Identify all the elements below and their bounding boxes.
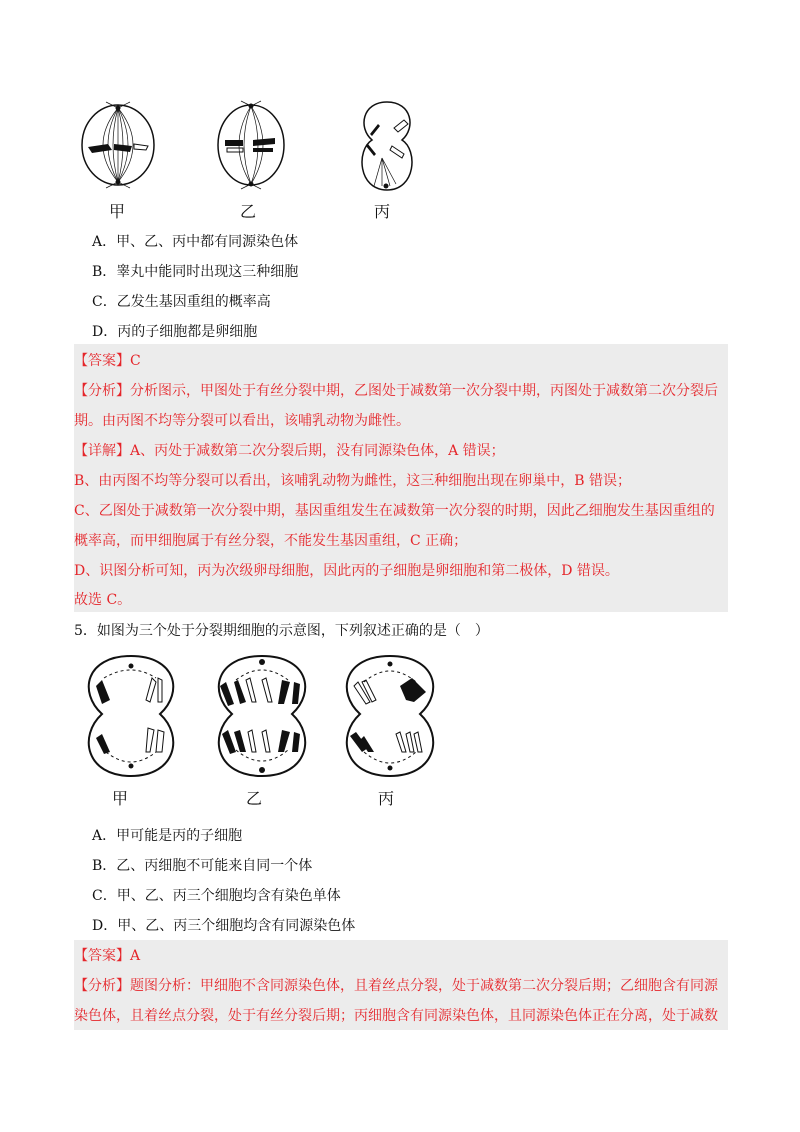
q5-label-jia: 甲 bbox=[112, 789, 129, 808]
q5-cell-yi-diagram bbox=[206, 652, 318, 780]
q5-analysis-line-2: 染色体，且着丝点分裂，处于有丝分裂后期；丙细胞含有同源染色体，且同源染色体正在分离，处于减数 bbox=[74, 1008, 718, 1024]
q5-label-bing: 丙 bbox=[378, 789, 395, 808]
q5-option-a: A．甲可能是丙的子细胞 bbox=[92, 828, 243, 844]
q4-option-a: A．甲、乙、丙中都有同源染色体 bbox=[92, 234, 299, 250]
q5-answer bbox=[74, 946, 140, 966]
q4-detail-line-3: C、乙图处于减数第一次分裂中期，基因重组发生在减数第一次分裂的时期，因此乙细胞发生基因重组的 bbox=[74, 503, 715, 519]
q5-stem: 5．如图为三个处于分裂期细胞的示意图，下列叙述正确的是（ ） bbox=[74, 623, 489, 639]
q4-answer bbox=[74, 351, 141, 371]
q4-detail-line-6: 故选 C。 bbox=[74, 592, 132, 608]
q4-detail-line-4: 概率高，而甲细胞属于有丝分裂，不能发生基因重组，C 正确； bbox=[74, 533, 468, 549]
q5-cell-jia-diagram bbox=[76, 652, 186, 780]
q4-label-yi: 乙 bbox=[240, 202, 257, 221]
q4-label-jia: 甲 bbox=[109, 202, 126, 221]
q4-detail-line-1 bbox=[74, 441, 505, 461]
analysis-text: 分析图示，甲图处于有丝分裂中期，乙图处于减数第一次分裂中期，丙图处于减数第二次分裂后 bbox=[130, 383, 718, 399]
q4-detail-line-5: D、识图分析可知，丙为次级卵母细胞，因此丙的子细胞是卵细胞和第二极体，D 错误。 bbox=[74, 563, 619, 579]
detail-text: A、丙处于减数第二次分裂后期，没有同源染色体，A 错误； bbox=[130, 443, 505, 459]
q5-analysis-line-1 bbox=[74, 976, 718, 996]
q4-cell-bing-diagram bbox=[352, 98, 422, 194]
q4-analysis-line-1 bbox=[74, 381, 718, 401]
q5-label-yi: 乙 bbox=[246, 789, 263, 808]
q4-option-c: C．乙发生基因重组的概率高 bbox=[92, 294, 271, 310]
detail-tag: 【详解】 bbox=[74, 443, 130, 459]
analysis-tag: 【分析】 bbox=[74, 383, 130, 399]
analysis-text: 题图分析：甲细胞不含同源染色体，且着丝点分裂，处于减数第二次分裂后期；乙细胞含有同源 bbox=[130, 978, 718, 994]
q4-detail-line-2: B、由丙图不均等分裂可以看出，该哺乳动物为雌性，这三种细胞出现在卵巢中，B 错误； bbox=[74, 473, 632, 489]
q5-option-b: B．乙、丙细胞不可能来自同一个体 bbox=[92, 858, 313, 874]
q4-analysis-line-2: 期。由丙图不均等分裂可以看出，该哺乳动物为雌性。 bbox=[74, 413, 410, 429]
answer-text: A bbox=[130, 948, 141, 964]
q4-option-b: B．睾丸中能同时出现这三种细胞 bbox=[92, 264, 299, 280]
analysis-tag: 【分析】 bbox=[74, 978, 130, 994]
q5-option-c: C．甲、乙、丙三个细胞均含有染色单体 bbox=[92, 888, 341, 904]
q5-option-d: D．甲、乙、丙三个细胞均含有同源染色体 bbox=[92, 918, 356, 934]
q4-label-bing: 丙 bbox=[374, 202, 391, 221]
q4-option-d: D．丙的子细胞都是卵细胞 bbox=[92, 324, 258, 340]
answer-tag: 【答案】 bbox=[74, 948, 130, 964]
answer-text: C bbox=[130, 353, 141, 369]
q5-cell-bing-diagram bbox=[334, 652, 446, 780]
q4-cell-yi-diagram bbox=[213, 100, 289, 190]
answer-tag: 【答案】 bbox=[74, 353, 130, 369]
q4-cell-jia-diagram bbox=[78, 100, 158, 190]
